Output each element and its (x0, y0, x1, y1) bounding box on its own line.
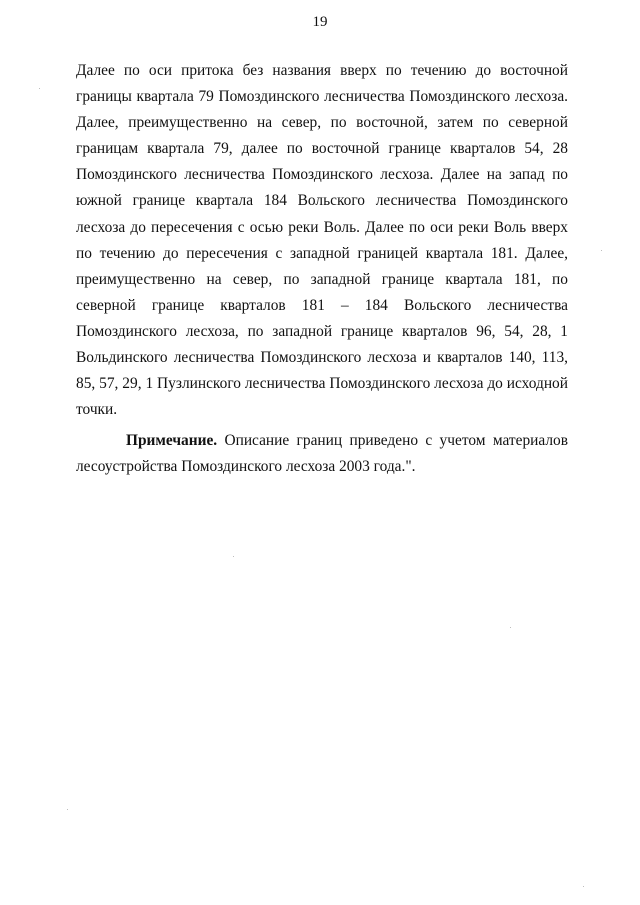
note-paragraph (76, 428, 568, 480)
scan-speck (39, 88, 40, 89)
page-number: 19 (312, 14, 328, 30)
boundary-description-paragraph: Далее по оси притока без названия вверх по течению до восточной границы квартала 79 Помоздинского лесничества Помоздинского лесхоза. Далее, преимущественно на север, по восточной, затем по северной границам квартала 79, далее по восточной границе кварталов 54, 28 Помоздинского лесничества Помоздинского лесхоза. Далее на запад по южной границе квартала 184 Вольского лесничества Помоздинского лесхоза до пересечения с осью реки Воль. Далее по оси реки Воль вверх по течению до пересечения с западной границей квартала 181. Далее, преимущественно на север, по западной границе квартала 181, по северной границе кварталов 181 – 184 Вольского лесничества Помоздинского лесхоза, по западной границе кварталов 96, 54, 28, 1 Вольдинского лесничества Помоздинского лесхоза и кварталов 140, 113, 85, 57, 29, 1 Пузлинского лесничества Помоздинского лесхоза до исходной точки. (76, 62, 568, 419)
note-text: Описание границ приведено с учетом материалов лесоустройства Помоздинского лесхоза 2003 года.". (76, 432, 568, 476)
note-block (76, 428, 568, 480)
scan-speck (67, 809, 68, 810)
scan-speck (510, 627, 511, 628)
scan-speck (583, 886, 584, 887)
scan-speck (601, 250, 602, 251)
note-label: Примечание. (126, 432, 218, 449)
scan-speck (233, 556, 234, 557)
boundary-description (76, 58, 568, 423)
